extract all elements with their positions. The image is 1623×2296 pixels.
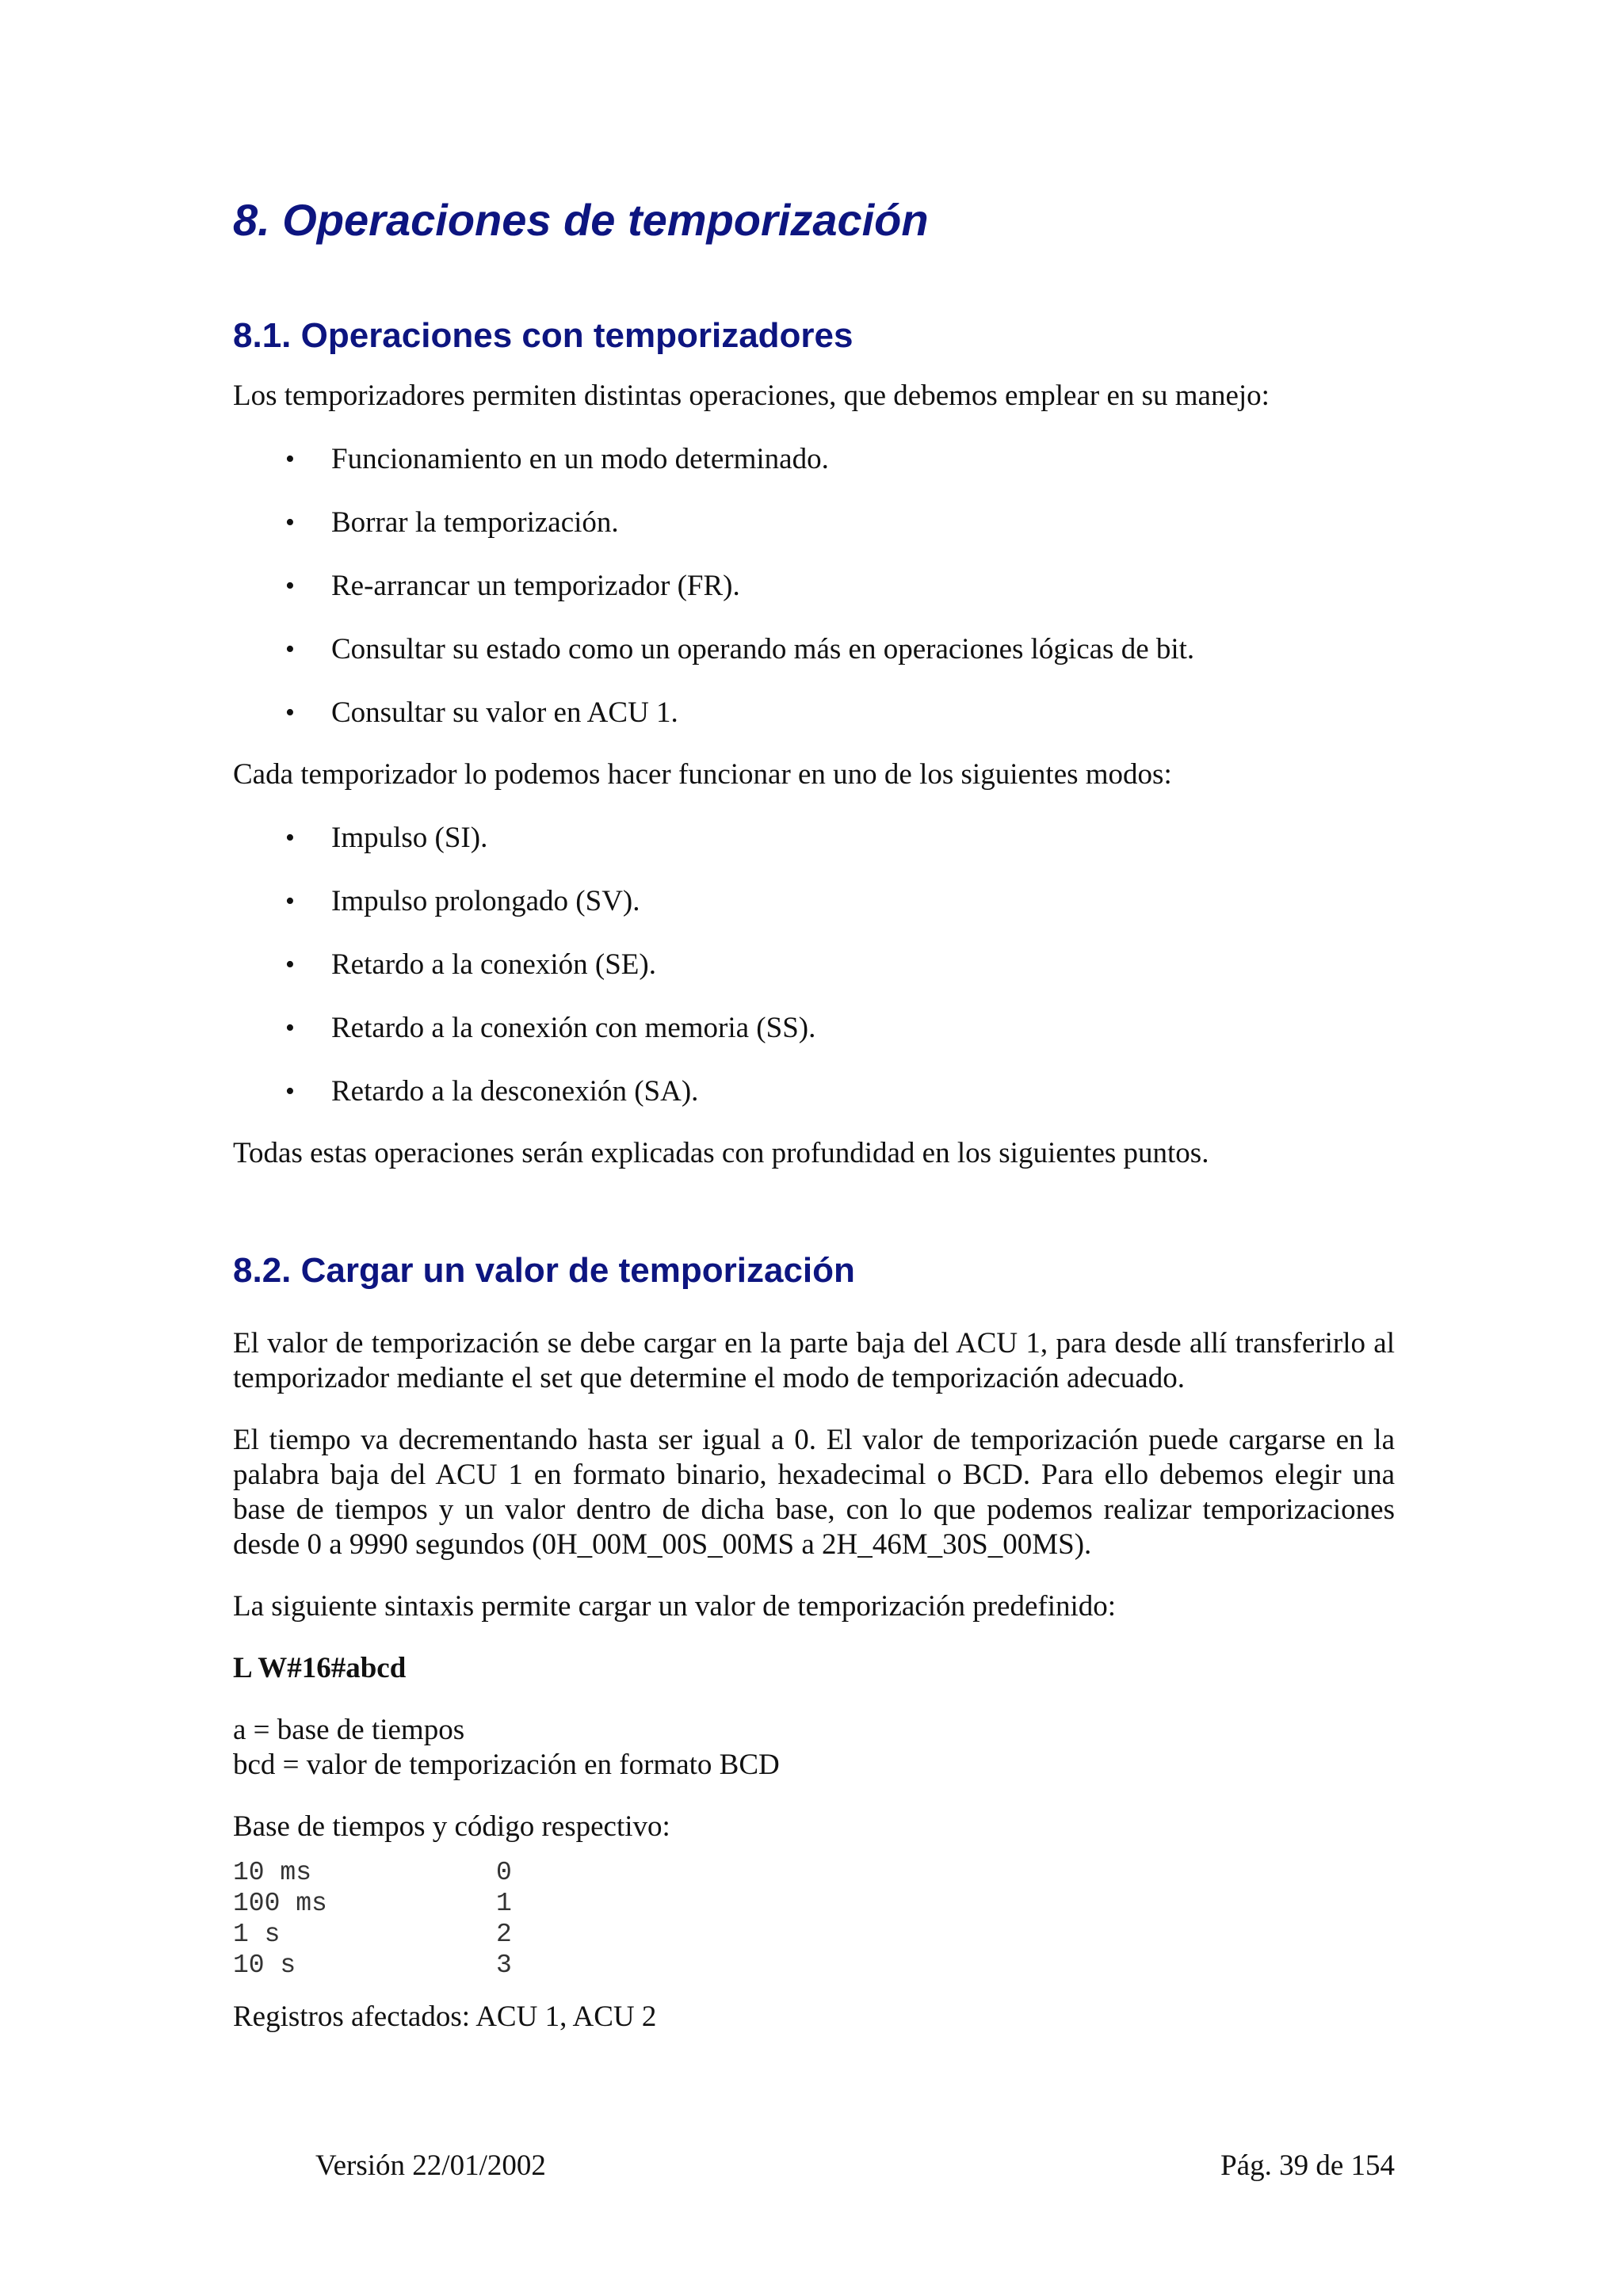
section-heading-8-2: 8.2. Cargar un valor de temporización — [233, 1251, 855, 1290]
section2-para1: El valor de temporización se debe cargar en la parte baja del ACU 1, para desde allí transferirlo al temporizador mediante el set que determine el modo de temporización adecuado. — [233, 1327, 1395, 1394]
section2-para3: La siguiente sintaxis permite cargar un valor de temporización predefinido: — [233, 1590, 1117, 1623]
chapter-title: 8. Operaciones de temporización — [233, 195, 929, 245]
definition-bcd: bcd = valor de temporización en formato BCD — [233, 1749, 780, 1781]
list-item: • Consultar su estado como un operando más en operaciones lógicas de bit. — [285, 633, 1195, 666]
timebase-cell: 10 s — [233, 1951, 296, 1980]
timebase-table-intro: Base de tiempos y código respectivo: — [233, 1810, 670, 1843]
code-cell: 0 — [496, 1858, 512, 1887]
page-number: Pág. 39 de 154 — [1220, 2149, 1395, 2182]
table-row — [233, 1950, 1395, 1981]
list-item: • Retardo a la conexión (SE). — [285, 948, 656, 981]
list-item: • Impulso (SI). — [285, 822, 488, 854]
section-heading-8-1: 8.1. Operaciones con temporizadores — [233, 316, 854, 355]
table-row — [233, 1919, 1395, 1950]
version-label: Versión 22/01/2002 — [315, 2149, 546, 2182]
list-item: • Impulso prolongado (SV). — [285, 885, 640, 917]
section1-closing: Todas estas operaciones serán explicadas con profundidad en los siguientes puntos. — [233, 1137, 1209, 1169]
bullet-icon: • — [285, 1077, 295, 1106]
timebase-table — [233, 1857, 1395, 1981]
section1-intro: Los temporizadores permiten distintas operaciones, que debemos emplear en su manejo: — [233, 379, 1270, 412]
list-item: • Funcionamiento en un modo determinado. — [285, 443, 829, 475]
code-cell: 3 — [496, 1951, 512, 1980]
table-row — [233, 1857, 1395, 1888]
list-item: • Consultar su valor en ACU 1. — [285, 696, 678, 729]
bullet-icon: • — [285, 571, 295, 601]
list-item: • Retardo a la conexión con memoria (SS). — [285, 1012, 816, 1044]
timebase-cell: 1 s — [233, 1920, 281, 1949]
bullet-icon: • — [285, 950, 295, 979]
bullet-icon: • — [285, 887, 295, 916]
list-item: • Retardo a la desconexión (SA). — [285, 1075, 699, 1108]
section2-para2: El tiempo va decrementando hasta ser igual a 0. El valor de temporización puede cargarse en la palabra baja del ACU 1 en formato binario, hexadecimal o BCD. Para ello debemos elegir una base de tiempos y un valor dentro de dicha base, con lo que podemos realizar temporizaciones desde 0 a 9990 segundos (0H_00M_00S_00MS a 2H_46M_30S_00MS). — [233, 1424, 1395, 1561]
bullet-icon: • — [285, 823, 295, 852]
timebase-cell: 100 ms — [233, 1889, 327, 1918]
modes-list — [233, 821, 1395, 1109]
list-item: • Borrar la temporización. — [285, 506, 619, 539]
operations-list — [233, 442, 1395, 730]
definition-a: a = base de tiempos — [233, 1714, 465, 1746]
bullet-icon: • — [285, 444, 295, 474]
bullet-icon: • — [285, 698, 295, 727]
bullet-icon: • — [285, 635, 295, 664]
registers-affected: Registros afectados: ACU 1, ACU 2 — [233, 2000, 657, 2033]
code-cell: 2 — [496, 1920, 512, 1949]
bullet-icon: • — [285, 508, 295, 537]
list-item: • Re-arrancar un temporizador (FR). — [285, 570, 740, 602]
code-cell: 1 — [496, 1889, 512, 1918]
bullet-icon: • — [285, 1013, 295, 1043]
table-row — [233, 1888, 1395, 1919]
timebase-cell: 10 ms — [233, 1858, 312, 1887]
modes-intro: Cada temporizador lo podemos hacer funcionar en uno de los siguientes modos: — [233, 758, 1172, 791]
page-content — [233, 190, 1395, 2035]
syntax-line: L W#16#abcd — [233, 1652, 407, 1684]
